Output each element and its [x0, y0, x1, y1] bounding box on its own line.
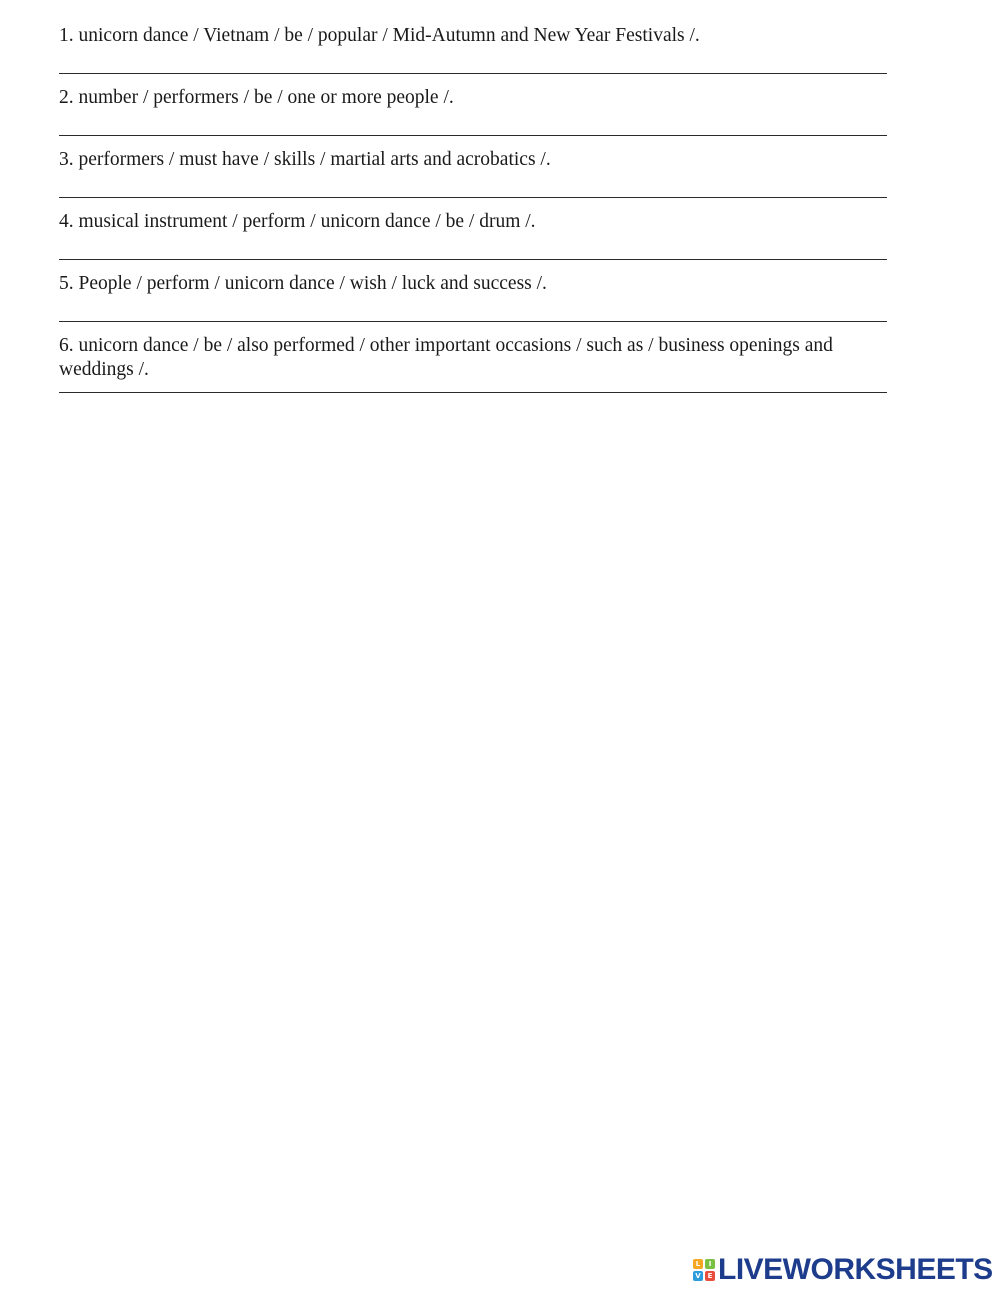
- question-1: [59, 24, 907, 74]
- question-text: 6. unicorn dance / be / also performed / other important occasions / such as / business openings and weddings /.: [59, 335, 833, 380]
- logo-mark-tile: V: [693, 1271, 703, 1281]
- answer-line[interactable]: [59, 197, 887, 198]
- question-text: 5. People / perform / unicorn dance / wish / luck and success /.: [59, 273, 547, 294]
- logo-mark-tile: L: [693, 1259, 703, 1269]
- logo-text: LIVEWORKSHEETS: [718, 1253, 993, 1286]
- question-text: 1. unicorn dance / Vietnam / be / popular / Mid-Autumn and New Year Festivals /.: [59, 25, 700, 46]
- logo-mark-tile: I: [705, 1259, 715, 1269]
- liveworksheets-logo: [693, 1255, 993, 1285]
- answer-line[interactable]: [59, 73, 887, 74]
- question-4: [59, 210, 907, 260]
- worksheet: [59, 24, 907, 405]
- question-5: [59, 272, 907, 322]
- answer-line[interactable]: [59, 392, 887, 393]
- question-text: 2. number / performers / be / one or more people /.: [59, 87, 454, 108]
- answer-line[interactable]: [59, 321, 887, 322]
- question-2: [59, 86, 907, 136]
- question-text: 3. performers / must have / skills / martial arts and acrobatics /.: [59, 149, 551, 170]
- answer-line[interactable]: [59, 135, 887, 136]
- question-3: [59, 148, 907, 198]
- question-text: 4. musical instrument / perform / unicorn dance / be / drum /.: [59, 211, 536, 232]
- logo-mark-tile: E: [705, 1271, 715, 1281]
- logo-mark-icon: [693, 1259, 715, 1281]
- question-6: [59, 334, 907, 393]
- answer-line[interactable]: [59, 259, 887, 260]
